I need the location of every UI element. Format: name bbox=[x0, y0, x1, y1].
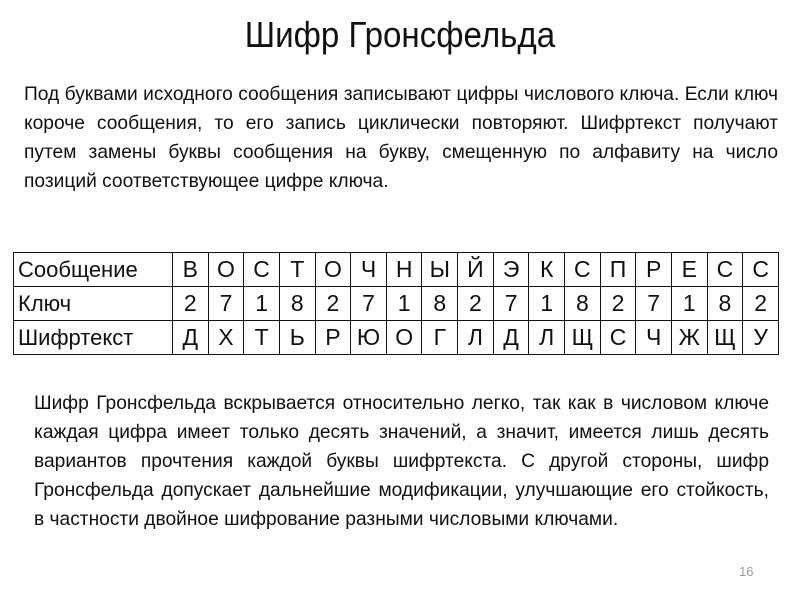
table-row-message bbox=[14, 253, 779, 287]
table-cell: Щ bbox=[565, 321, 601, 355]
table-cell: 1 bbox=[671, 287, 707, 321]
table-cell: 1 bbox=[386, 287, 422, 321]
cipher-table bbox=[13, 252, 779, 355]
table-cell: В bbox=[173, 253, 209, 287]
table-cell: Р bbox=[636, 253, 672, 287]
table-cell: Э bbox=[493, 253, 529, 287]
table-cell: 7 bbox=[493, 287, 529, 321]
table-cell: У bbox=[743, 321, 779, 355]
table-cell: Л bbox=[529, 321, 565, 355]
table-cell: Ж bbox=[671, 321, 707, 355]
table-cell: Ч bbox=[351, 253, 387, 287]
table-cell: Д bbox=[173, 321, 209, 355]
table-row-key bbox=[14, 287, 779, 321]
table-cell: Ю bbox=[351, 321, 387, 355]
table-cell: О bbox=[315, 253, 351, 287]
table-cell: О bbox=[208, 253, 244, 287]
table-cell: 2 bbox=[458, 287, 494, 321]
table-cell: Ч bbox=[636, 321, 672, 355]
table-cell: 2 bbox=[743, 287, 779, 321]
table-cell: К bbox=[529, 253, 565, 287]
table-cell: 8 bbox=[565, 287, 601, 321]
table-cell: 8 bbox=[707, 287, 743, 321]
table-cell: Г bbox=[422, 321, 458, 355]
row-label: Ключ bbox=[14, 287, 173, 321]
table-cell: Т bbox=[279, 253, 315, 287]
table-cell: Е bbox=[671, 253, 707, 287]
table-cell: Щ bbox=[707, 321, 743, 355]
table-cell: 1 bbox=[529, 287, 565, 321]
table-cell: Н bbox=[386, 253, 422, 287]
row-label: Сообщение bbox=[14, 253, 173, 287]
table-cell: 7 bbox=[636, 287, 672, 321]
table-cell: Т bbox=[244, 321, 280, 355]
table-cell: С bbox=[743, 253, 779, 287]
cryptanalysis-paragraph: Шифр Гронсфельда вскрывается относительно легко, так как в числовом ключе каждая цифра имеет только десять значений, а значит, имеется лишь десять вариантов прочтения каждой буквы шифртекста. С другой стороны, шифр Гронсфельда допускает дальнейшие модификации, улучшающие его стойкость, в частности двойное шифрование разными числовыми ключами. bbox=[34, 393, 769, 530]
table-cell: Ь bbox=[279, 321, 315, 355]
table-cell: 8 bbox=[422, 287, 458, 321]
table-cell: 7 bbox=[208, 287, 244, 321]
table-cell: С bbox=[707, 253, 743, 287]
table-cell: Л bbox=[458, 321, 494, 355]
table-row-ciphertext bbox=[14, 321, 779, 355]
table-cell: 1 bbox=[244, 287, 280, 321]
page-number: 16 bbox=[739, 564, 754, 579]
table-cell: Д bbox=[493, 321, 529, 355]
row-label: Шифртекст bbox=[14, 321, 173, 355]
table-cell: С bbox=[600, 321, 636, 355]
table-cell: Х bbox=[208, 321, 244, 355]
intro-paragraph: Под буквами исходного сообщения записывают цифры числового ключа. Если ключ короче сообщения, то его запись циклически повторяют. Шифртекст получают путем замены буквы сообщения на букву, смещенную по алфавиту на число позиций соответствующее цифре ключа. bbox=[24, 84, 778, 192]
table-cell: О bbox=[386, 321, 422, 355]
table-cell: С bbox=[565, 253, 601, 287]
table-cell: Р bbox=[315, 321, 351, 355]
table-cell: Й bbox=[458, 253, 494, 287]
table-cell: 2 bbox=[600, 287, 636, 321]
table-cell: П bbox=[600, 253, 636, 287]
table-cell: 8 bbox=[279, 287, 315, 321]
table-cell: 2 bbox=[315, 287, 351, 321]
slide-title: Шифр Гронсфельда bbox=[244, 14, 556, 55]
table-cell: 2 bbox=[173, 287, 209, 321]
table-cell: Ы bbox=[422, 253, 458, 287]
table-cell: 7 bbox=[351, 287, 387, 321]
table-cell: С bbox=[244, 253, 280, 287]
